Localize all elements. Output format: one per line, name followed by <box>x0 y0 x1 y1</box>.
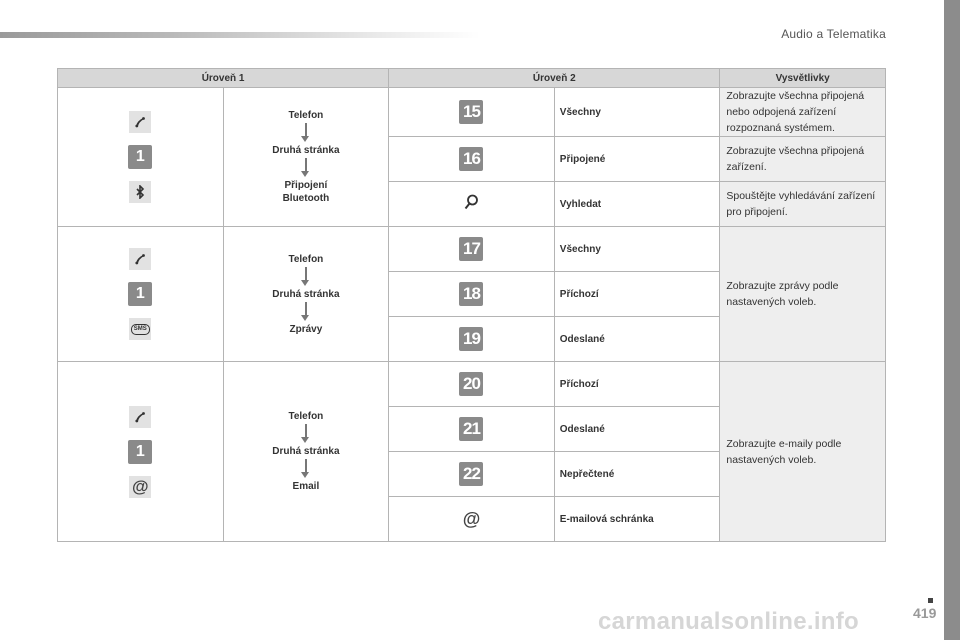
search-icon <box>462 193 480 211</box>
level1-path-cell <box>223 88 389 227</box>
level2-icon-cell <box>389 182 555 227</box>
description-cell: Spouštějte vyhledávání zařízení pro připojení. <box>720 182 886 227</box>
header-explanations: Vysvětlivky <box>720 69 886 88</box>
level1-icons-cell <box>58 227 224 362</box>
level2-icon-cell <box>389 497 555 542</box>
level-badge: 1 <box>128 282 152 306</box>
down-arrow-icon <box>301 302 310 322</box>
page-edge-strip <box>944 0 960 640</box>
header-level-1: Úroveň 1 <box>58 69 389 88</box>
level2-icon-cell <box>389 227 555 272</box>
sms-icon <box>129 318 151 340</box>
level1-path-step: Telefon <box>288 411 324 422</box>
level-badge: 1 <box>128 440 152 464</box>
level2-icon-cell <box>389 137 555 182</box>
level2-label: Příchozí <box>554 362 720 407</box>
at-symbol: @ <box>132 476 149 496</box>
menu-table <box>57 68 886 542</box>
table-row <box>58 88 886 137</box>
level2-icon-cell <box>389 407 555 452</box>
level1-path-cell <box>223 227 389 362</box>
page-marker <box>928 598 933 603</box>
level1-path-step: Druhá stránka <box>272 145 340 156</box>
level-badge: 21 <box>459 417 483 441</box>
level-badge: 16 <box>459 147 483 171</box>
header-gradient-bar <box>0 32 480 38</box>
level2-label: Příchozí <box>554 272 720 317</box>
header-level-2: Úroveň 2 <box>389 69 720 88</box>
level2-label: Připojené <box>554 137 720 182</box>
table-row <box>58 362 886 407</box>
level-badge: 17 <box>459 237 483 261</box>
level2-label: Všechny <box>554 227 720 272</box>
description-cell: Zobrazujte zprávy podle nastavených voleb. <box>720 227 886 362</box>
level-badge: 15 <box>459 100 483 124</box>
table-header-row <box>58 69 886 88</box>
down-arrow-icon <box>301 123 310 143</box>
level2-label: Vyhledat <box>554 182 720 227</box>
description-cell: Zobrazujte e-maily podle nastavených voleb. <box>720 362 886 542</box>
description-cell: Zobrazujte všechna připojená zařízení. <box>720 137 886 182</box>
level2-icon-cell <box>389 272 555 317</box>
level2-icon-cell <box>389 317 555 362</box>
level2-icon-cell <box>389 88 555 137</box>
phone-icon <box>129 111 151 133</box>
level1-icons-cell <box>58 88 224 227</box>
level2-icon-cell <box>389 362 555 407</box>
level1-path-step: Druhá stránka <box>272 288 340 300</box>
level-badge: 22 <box>459 462 483 486</box>
level1-icons-cell <box>58 362 224 542</box>
level-badge: 20 <box>459 372 483 396</box>
level-badge: 18 <box>459 282 483 306</box>
level1-path-step: Druhá stránka <box>272 446 340 457</box>
level2-label: Odeslané <box>554 407 720 452</box>
description-cell: Zobrazujte všechna připojená nebo odpojená zařízení rozpoznaná systémem. <box>720 88 886 137</box>
phone-icon <box>129 248 151 270</box>
level2-icon-cell <box>389 452 555 497</box>
level2-label: Nepřečtené <box>554 452 720 497</box>
level1-path-step: Zprávy <box>289 323 323 335</box>
level1-path-step: Připojení Bluetooth <box>282 180 330 204</box>
level-badge: 19 <box>459 327 483 351</box>
level-badge: 1 <box>128 145 152 169</box>
down-arrow-icon <box>301 267 310 287</box>
down-arrow-icon <box>301 459 310 479</box>
level1-path-cell <box>223 362 389 542</box>
section-title: Audio a Telematika <box>781 27 886 41</box>
level1-path-step: Email <box>292 481 320 492</box>
sms-label: SMS <box>131 324 150 335</box>
down-arrow-icon <box>301 424 310 444</box>
down-arrow-icon <box>301 158 310 178</box>
email-icon <box>129 476 151 498</box>
table-row <box>58 227 886 272</box>
email-icon: @ <box>462 508 481 529</box>
page-number: 419 <box>913 605 937 621</box>
watermark: carmanualsonline.info <box>598 608 860 635</box>
phone-icon <box>129 406 151 428</box>
level2-label: E-mailová schránka <box>554 497 720 542</box>
level1-path-step: Telefon <box>288 110 324 121</box>
level1-path-step: Telefon <box>288 253 324 265</box>
bluetooth-icon <box>129 181 151 203</box>
level2-label: Všechny <box>554 88 720 137</box>
level2-label: Odeslané <box>554 317 720 362</box>
